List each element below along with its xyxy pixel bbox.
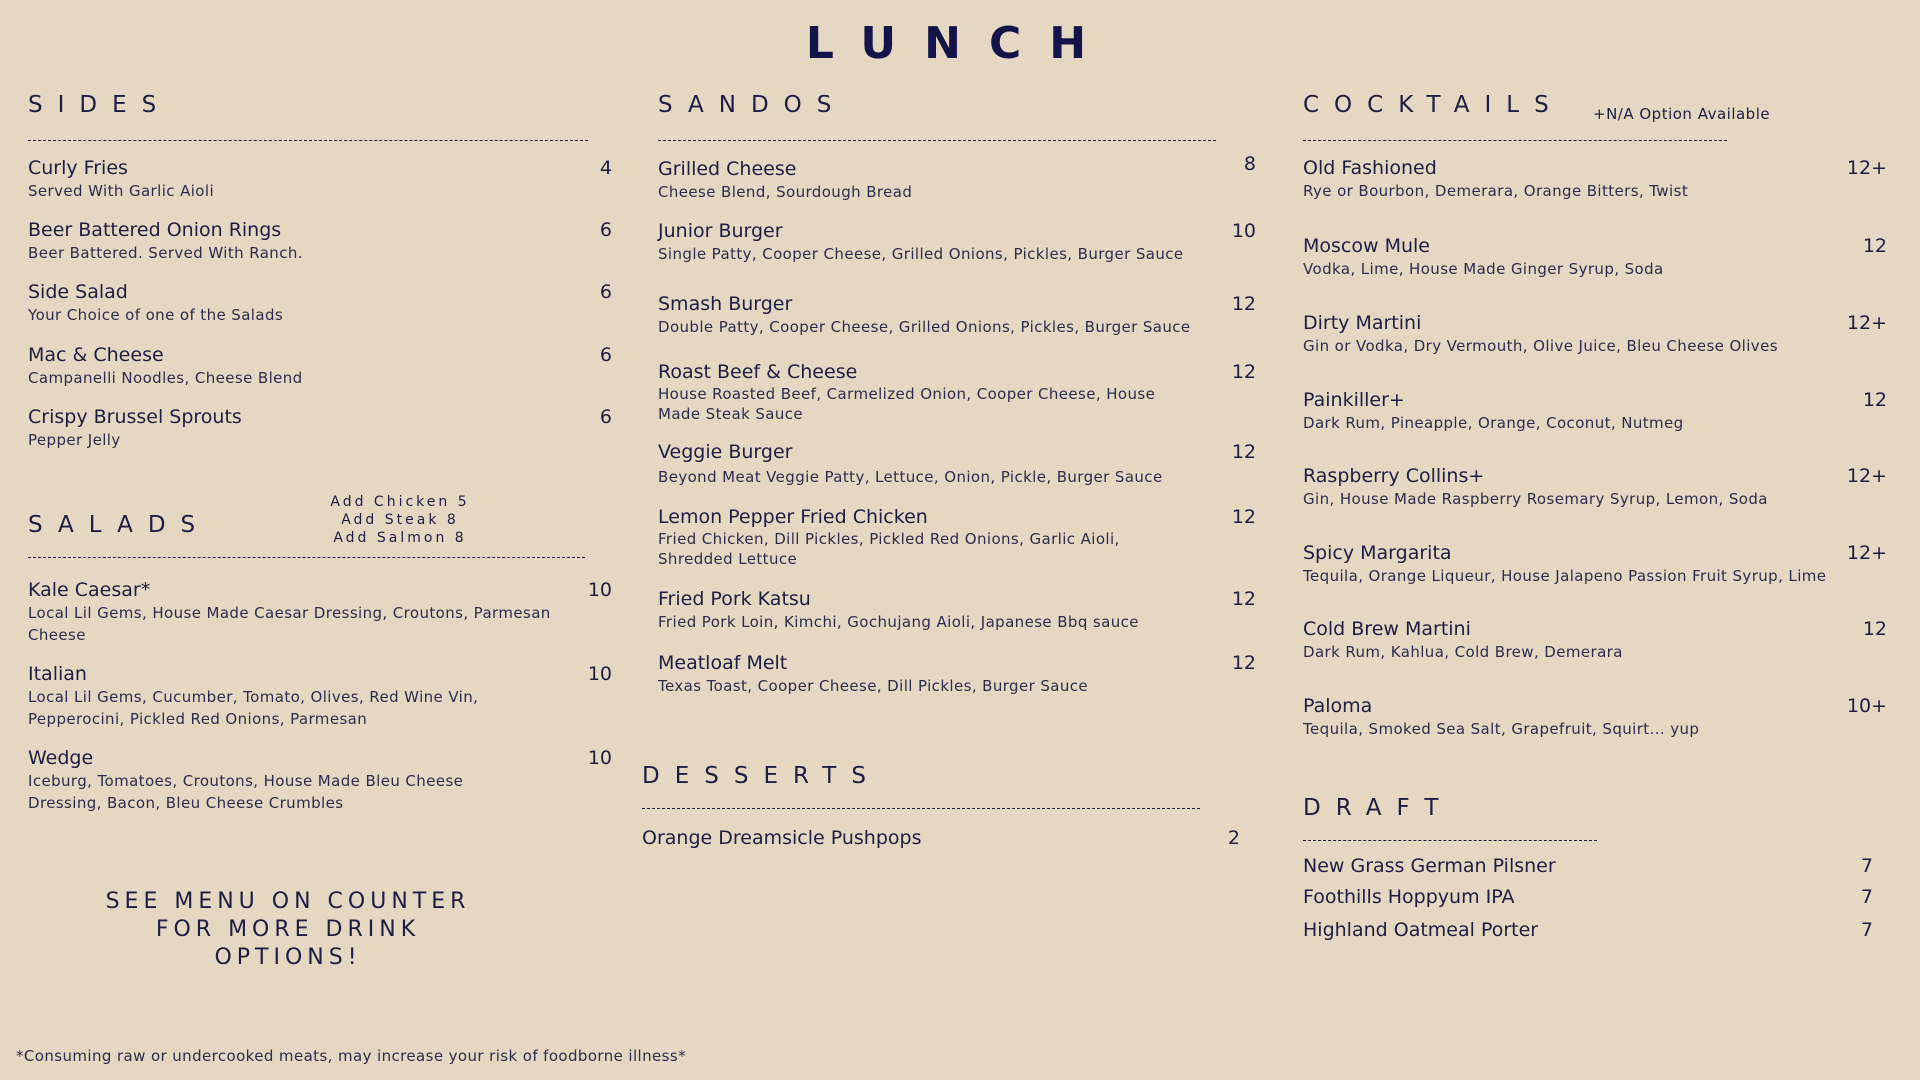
item-desc: Single Patty, Cooper Cheese, Grilled Onions, Pickles, Burger Sauce xyxy=(658,245,1184,263)
item-name: Meatloaf Melt xyxy=(658,652,788,674)
item-desc: Iceburg, Tomatoes, Croutons, House Made Bleu Cheese Dressing, Bacon, Bleu Cheese Crumbles xyxy=(28,772,464,812)
sandos-item xyxy=(658,505,1256,569)
item-desc: Served With Garlic Aioli xyxy=(28,182,215,200)
draft-item xyxy=(1303,885,1873,909)
item-name: Lemon Pepper Fried Chicken xyxy=(658,506,928,528)
item-price: 8 xyxy=(1243,153,1256,175)
addon-chicken: Add Chicken 5 xyxy=(330,494,470,510)
item-price: 12+ xyxy=(1846,465,1887,487)
sandos-item xyxy=(658,440,1256,488)
item-desc: Beyond Meat Veggie Patty, Lettuce, Onion, Pickle, Burger Sauce xyxy=(658,468,1163,486)
item-price: 6 xyxy=(599,219,612,241)
sandos-item xyxy=(658,153,1256,203)
item-desc: Tequila, Smoked Sea Salt, Grapefruit, Squirt... yup xyxy=(1303,720,1700,738)
item-name: Mac & Cheese xyxy=(28,344,164,366)
item-desc: Texas Toast, Cooper Cheese, Dill Pickles, Burger Sauce xyxy=(658,677,1089,695)
item-name: Dirty Martini xyxy=(1303,312,1422,334)
item-desc: Dark Rum, Pineapple, Orange, Coconut, Nutmeg xyxy=(1303,414,1684,432)
item-desc: Beer Battered. Served With Ranch. xyxy=(28,244,303,262)
item-price: 2 xyxy=(1227,827,1240,849)
sandos-item xyxy=(658,360,1256,424)
cocktails-item xyxy=(1303,464,1887,510)
counter-note: SEE MENU ON COUNTER FOR MORE DRINK OPTIONS! xyxy=(105,889,471,970)
sandos-heading: SANDOS xyxy=(658,92,847,118)
item-name: Highland Oatmeal Porter xyxy=(1303,919,1539,941)
item-price: 12 xyxy=(1231,506,1256,528)
addon-salmon: Add Salmon 8 xyxy=(333,530,467,546)
item-price: 12 xyxy=(1862,618,1887,640)
item-desc: Fried Pork Loin, Kimchi, Gochujang Aioli, Japanese Bbq sauce xyxy=(658,613,1139,631)
item-price: 12 xyxy=(1231,652,1256,674)
item-desc: Gin, House Made Raspberry Rosemary Syrup, Lemon, Soda xyxy=(1303,490,1768,508)
desserts-item xyxy=(642,826,1240,850)
item-name: Raspberry Collins+ xyxy=(1303,465,1485,487)
item-name: Moscow Mule xyxy=(1303,235,1430,257)
item-price: 12 xyxy=(1231,361,1256,383)
item-desc: House Roasted Beef, Carmelized Onion, Cooper Cheese, House Made Steak Sauce xyxy=(658,385,1156,423)
item-price: 4 xyxy=(599,157,612,179)
item-name: Old Fashioned xyxy=(1303,157,1437,179)
item-price: 6 xyxy=(599,344,612,366)
item-name: Curly Fries xyxy=(28,157,128,179)
sides-item xyxy=(28,405,612,451)
item-desc: Rye or Bourbon, Demerara, Orange Bitters, Twist xyxy=(1303,182,1689,200)
item-price: 10 xyxy=(587,579,612,601)
item-price: 7 xyxy=(1860,886,1873,908)
item-name: Junior Burger xyxy=(658,220,783,242)
item-name: Smash Burger xyxy=(658,293,793,315)
sandos-item xyxy=(658,292,1256,338)
foodborne-illness-footnote: *Consuming raw or undercooked meats, may increase your risk of foodborne illness* xyxy=(16,1047,686,1065)
item-name: Paloma xyxy=(1303,695,1373,717)
item-desc: Campanelli Noodles, Cheese Blend xyxy=(28,369,303,387)
item-price: 12 xyxy=(1231,588,1256,610)
item-price: 12+ xyxy=(1846,157,1887,179)
item-desc: Tequila, Orange Liqueur, House Jalapeno Passion Fruit Syrup, Lime xyxy=(1303,567,1827,585)
item-desc: Double Patty, Cooper Cheese, Grilled Onions, Pickles, Burger Sauce xyxy=(658,318,1191,336)
draft-item xyxy=(1303,854,1873,878)
item-name: Foothills Hoppyum IPA xyxy=(1303,886,1515,908)
item-name: Italian xyxy=(28,663,87,685)
item-name: Grilled Cheese xyxy=(658,158,797,180)
item-name: Orange Dreamsicle Pushpops xyxy=(642,827,922,849)
salads-divider xyxy=(28,557,585,558)
sides-item xyxy=(28,343,612,389)
item-price: 10+ xyxy=(1846,695,1887,717)
menu-title: LUNCH xyxy=(805,18,1115,69)
cocktails-item xyxy=(1303,388,1887,434)
item-price: 12+ xyxy=(1846,542,1887,564)
item-desc: Gin or Vodka, Dry Vermouth, Olive Juice, Bleu Cheese Olives xyxy=(1303,337,1778,355)
item-price: 6 xyxy=(599,281,612,303)
item-price: 10 xyxy=(1231,220,1256,242)
item-name: Spicy Margarita xyxy=(1303,542,1452,564)
desserts-heading: DESSERTS xyxy=(642,763,881,789)
item-desc: Fried Chicken, Dill Pickles, Pickled Red Onions, Garlic Aioli, Shredded Lettuce xyxy=(658,530,1120,568)
item-name: Cold Brew Martini xyxy=(1303,618,1471,640)
item-desc: Dark Rum, Kahlua, Cold Brew, Demerara xyxy=(1303,643,1623,661)
item-price: 10 xyxy=(587,747,612,769)
item-name: Fried Pork Katsu xyxy=(658,588,811,610)
item-name: Veggie Burger xyxy=(658,441,793,463)
item-name: New Grass German Pilsner xyxy=(1303,855,1556,877)
salads-heading: SALADS xyxy=(28,512,211,538)
item-desc: Vodka, Lime, House Made Ginger Syrup, Soda xyxy=(1303,260,1664,278)
draft-divider xyxy=(1303,840,1597,841)
cocktails-item xyxy=(1303,311,1887,357)
item-desc: Pepper Jelly xyxy=(28,431,121,449)
salads-item xyxy=(28,746,612,814)
na-option-note: +N/A Option Available xyxy=(1593,105,1771,123)
item-name: Wedge xyxy=(28,747,94,769)
salads-addons xyxy=(300,493,500,547)
sandos-item xyxy=(658,219,1256,265)
item-name: Roast Beef & Cheese xyxy=(658,361,858,383)
item-name: Painkiller+ xyxy=(1303,389,1405,411)
item-price: 7 xyxy=(1860,855,1873,877)
item-price: 10 xyxy=(587,663,612,685)
item-name: Beer Battered Onion Rings xyxy=(28,219,282,241)
sides-item xyxy=(28,218,612,264)
sandos-item xyxy=(658,651,1256,697)
item-price: 12 xyxy=(1231,293,1256,315)
draft-heading: DRAFT xyxy=(1303,795,1454,821)
addon-steak: Add Steak 8 xyxy=(341,512,459,528)
item-desc: Your Choice of one of the Salads xyxy=(28,306,284,324)
sandos-divider xyxy=(658,140,1216,141)
item-name: Kale Caesar* xyxy=(28,579,151,601)
cocktails-item xyxy=(1303,694,1887,740)
cocktails-heading: COCKTAILS xyxy=(1303,92,1564,118)
sides-heading: SIDES xyxy=(28,92,172,118)
cocktails-item xyxy=(1303,234,1887,280)
cocktails-item xyxy=(1303,541,1887,587)
item-price: 12 xyxy=(1862,389,1887,411)
item-price: 7 xyxy=(1860,919,1873,941)
sandos-item xyxy=(658,587,1256,633)
item-price: 12+ xyxy=(1846,312,1887,334)
item-desc: Local Lil Gems, Cucumber, Tomato, Olives, Red Wine Vin, Pepperocini, Pickled Red Onions, Parmesan xyxy=(28,688,479,728)
item-price: 12 xyxy=(1862,235,1887,257)
cocktails-divider xyxy=(1303,140,1727,141)
item-price: 12 xyxy=(1231,441,1256,463)
salads-item xyxy=(28,578,612,646)
item-name: Side Salad xyxy=(28,281,128,303)
cocktails-item xyxy=(1303,156,1887,202)
salads-item xyxy=(28,662,612,730)
sides-item xyxy=(28,280,612,326)
desserts-divider xyxy=(642,808,1200,809)
item-desc: Cheese Blend, Sourdough Bread xyxy=(658,183,913,201)
cocktails-item xyxy=(1303,617,1887,663)
sides-divider xyxy=(28,140,588,141)
item-desc: Local Lil Gems, House Made Caesar Dressing, Croutons, Parmesan Cheese xyxy=(28,604,551,644)
item-name: Crispy Brussel Sprouts xyxy=(28,406,242,428)
draft-item xyxy=(1303,918,1873,942)
sides-item xyxy=(28,156,612,202)
item-price: 6 xyxy=(599,406,612,428)
